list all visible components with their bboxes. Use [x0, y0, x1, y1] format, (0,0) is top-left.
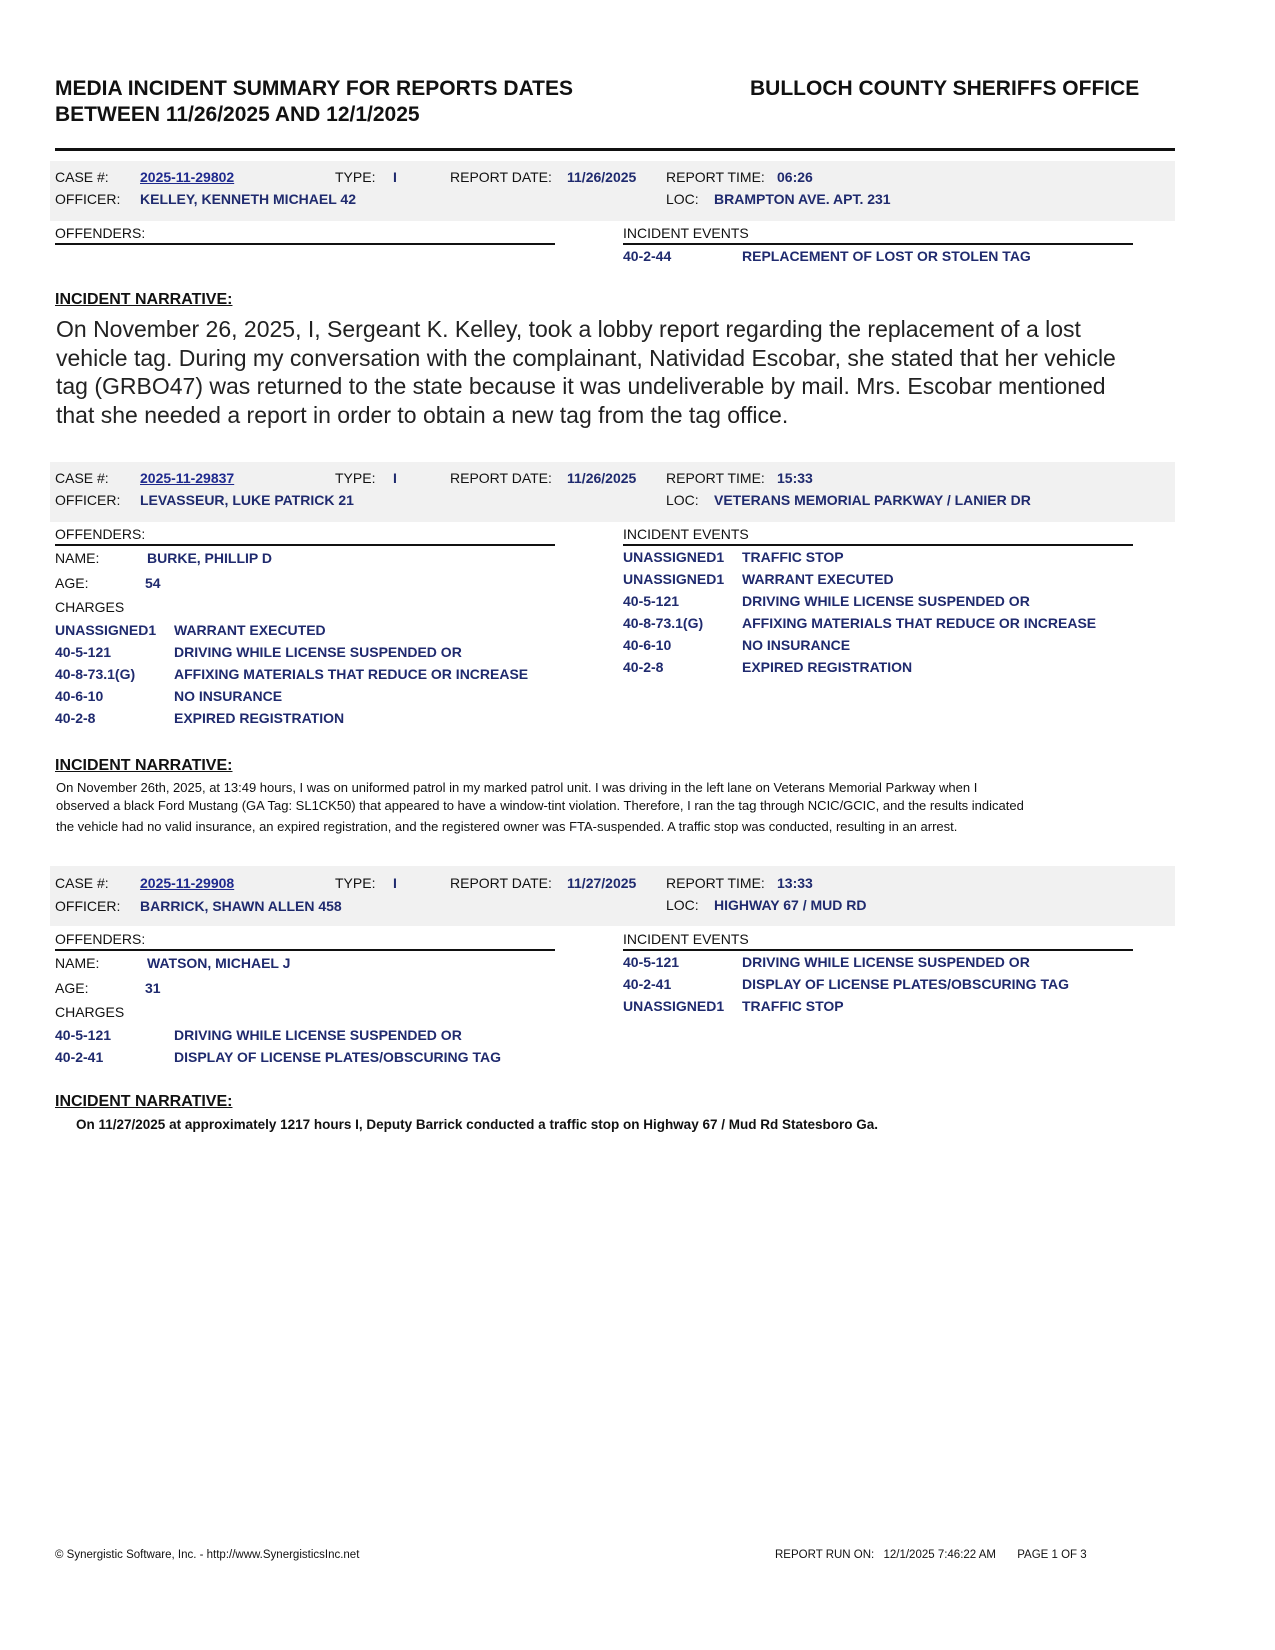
page-number: PAGE 1 OF 3	[1017, 1549, 1087, 1561]
charge-desc: AFFIXING MATERIALS THAT REDUCE OR INCREASE	[174, 666, 529, 682]
event-code: UNASSIGNED1	[623, 549, 725, 565]
type-label: TYPE:	[335, 470, 376, 486]
report-time-value: 15:33	[777, 470, 813, 486]
event-desc: NO INSURANCE	[742, 637, 851, 653]
event-desc: TRAFFIC STOP	[742, 549, 844, 565]
report-time-label: REPORT TIME:	[666, 875, 765, 891]
footer-report-info	[775, 1549, 1087, 1561]
case-block-2	[50, 462, 1175, 732]
event-code: 40-2-41	[623, 976, 672, 992]
incident-narrative-title: INCIDENT NARRATIVE:	[55, 757, 233, 774]
case-number-label: CASE #:	[55, 169, 109, 185]
event-code: 40-2-44	[623, 248, 672, 264]
report-time-label: REPORT TIME:	[666, 470, 765, 486]
charge-code: 40-6-10	[55, 688, 104, 704]
officer-label: OFFICER:	[55, 191, 121, 207]
charge-desc: DISPLAY OF LICENSE PLATES/OBSCURING TAG	[174, 1049, 501, 1065]
name-label: NAME:	[55, 550, 100, 566]
loc-label: LOC:	[666, 492, 699, 508]
event-desc: DISPLAY OF LICENSE PLATES/OBSCURING TAG	[742, 976, 1069, 992]
case-number-label: CASE #:	[55, 470, 109, 486]
report-time-value: 13:33	[777, 875, 813, 891]
charge-row	[55, 619, 555, 641]
event-code: UNASSIGNED1	[623, 998, 725, 1014]
incident-narrative-text	[56, 779, 1156, 836]
loc-value: HIGHWAY 67 / MUD RD	[714, 897, 867, 913]
name-label: NAME:	[55, 955, 100, 971]
officer-value: BARRICK, SHAWN ALLEN 458	[140, 898, 342, 914]
event-row	[623, 995, 1133, 1017]
event-code: 40-5-121	[623, 954, 680, 970]
charge-row	[55, 1024, 555, 1046]
offenders-column	[55, 525, 555, 729]
charge-code: 40-2-41	[55, 1049, 104, 1065]
event-row	[623, 568, 1133, 590]
incident-narrative-title: INCIDENT NARRATIVE:	[55, 291, 233, 308]
report-time-label: REPORT TIME:	[666, 169, 765, 185]
narrative-line: the vehicle had no valid insurance, an expired registration, and the registered owner was FTA-suspended. A traffic stop was conducted, resulting in an arrest.	[56, 819, 958, 834]
event-code: 40-6-10	[623, 637, 672, 653]
narrative-line: On November 26th, 2025, at 13:49 hours, I was on uniformed patrol in my marked patrol unit. I was driving in the left lane on Veterans Memorial Parkway when I	[56, 780, 978, 795]
charge-desc: WARRANT EXECUTED	[174, 622, 326, 638]
report-run-label: REPORT RUN ON:	[775, 1549, 875, 1561]
offender-age-row	[55, 571, 555, 595]
event-row	[623, 656, 1133, 678]
report-title	[55, 76, 573, 128]
charge-desc: EXPIRED REGISTRATION	[174, 710, 345, 726]
report-date-value: 11/26/2025	[567, 470, 637, 486]
report-time-value: 06:26	[777, 169, 813, 185]
incident-events-column	[623, 224, 1133, 267]
case-block-3	[50, 866, 1175, 1076]
report-run-value: 12/1/2025 7:46:22 AM	[883, 1549, 997, 1561]
event-row	[623, 590, 1133, 612]
charge-desc: DRIVING WHILE LICENSE SUSPENDED OR	[174, 1027, 462, 1043]
type-value: I	[393, 875, 397, 891]
loc-value: VETERANS MEMORIAL PARKWAY / LANIER DR	[714, 492, 1031, 508]
charge-code: 40-5-121	[55, 1027, 112, 1043]
incident-events-column	[623, 930, 1133, 1017]
incident-events-column	[623, 525, 1133, 678]
offender-name-row	[55, 951, 555, 976]
event-desc: AFFIXING MATERIALS THAT REDUCE OR INCREASE	[742, 615, 1097, 631]
charge-code: 40-5-121	[55, 644, 112, 660]
offender-name: WATSON, MICHAEL J	[147, 955, 291, 971]
report-date-label: REPORT DATE:	[450, 875, 552, 891]
offender-age-row	[55, 976, 555, 1000]
agency-name: BULLOCH COUNTY SHERIFFS OFFICE	[750, 77, 1140, 100]
incident-events-header: INCIDENT EVENTS	[623, 224, 1133, 245]
charge-row	[55, 1046, 555, 1068]
charge-code: 40-2-8	[55, 710, 96, 726]
incident-narrative-text: On 11/27/2025 at approximately 1217 hours I, Deputy Barrick conducted a traffic stop on Highway 67 / Mud Rd Statesboro Ga.	[76, 1117, 878, 1132]
event-desc: TRAFFIC STOP	[742, 998, 844, 1014]
offender-age: 31	[145, 980, 161, 996]
event-desc: WARRANT EXECUTED	[742, 571, 894, 587]
report-date-value: 11/26/2025	[567, 169, 637, 185]
offenders-column	[55, 224, 555, 245]
officer-label: OFFICER:	[55, 898, 121, 914]
officer-value: KELLEY, KENNETH MICHAEL 42	[140, 191, 356, 207]
officer-value: LEVASSEUR, LUKE PATRICK 21	[140, 492, 354, 508]
age-label: AGE:	[55, 575, 89, 591]
event-row	[623, 634, 1133, 656]
event-code: 40-8-73.1(G)	[623, 615, 704, 631]
charge-code: UNASSIGNED1	[55, 622, 157, 638]
report-title-line1: MEDIA INCIDENT SUMMARY FOR REPORTS DATES	[55, 77, 574, 100]
case-number-link[interactable]: 2025-11-29837	[140, 470, 235, 486]
charge-code: 40-8-73.1(G)	[55, 666, 136, 682]
charge-row	[55, 685, 555, 707]
incident-narrative-text: On November 26, 2025, I, Sergeant K. Kelley, took a lobby report regarding the replacement of a lost vehicle tag. During my conversation with the complainant, Natividad Escobar, she stated that her vehicle tag (GRBO47) was returned to the state because it was undeliverable by mail. Mrs. Escobar mentioned that she needed a report in order to obtain a new tag from the tag office.	[56, 316, 1116, 428]
offenders-header: OFFENDERS:	[55, 224, 555, 245]
incident-narrative-title: INCIDENT NARRATIVE:	[55, 1093, 233, 1110]
offenders-header: OFFENDERS:	[55, 930, 555, 951]
charge-desc: DRIVING WHILE LICENSE SUSPENDED OR	[174, 644, 462, 660]
type-label: TYPE:	[335, 875, 376, 891]
offenders-column	[55, 930, 555, 1068]
event-row	[623, 973, 1133, 995]
incident-events-header: INCIDENT EVENTS	[623, 930, 1133, 951]
age-label: AGE:	[55, 980, 89, 996]
offender-age: 54	[145, 575, 161, 591]
event-desc: DRIVING WHILE LICENSE SUSPENDED OR	[742, 593, 1030, 609]
loc-value: BRAMPTON AVE. APT. 231	[714, 191, 891, 207]
footer-copyright: © Synergistic Software, Inc. - http://www.SynergisticsInc.net	[55, 1549, 360, 1561]
case-number-link[interactable]: 2025-11-29802	[140, 169, 235, 185]
case-number-label: CASE #:	[55, 875, 109, 891]
event-desc: REPLACEMENT OF LOST OR STOLEN TAG	[742, 248, 1031, 264]
report-date-label: REPORT DATE:	[450, 169, 552, 185]
event-desc: EXPIRED REGISTRATION	[742, 659, 913, 675]
case-number-link[interactable]: 2025-11-29908	[140, 875, 235, 891]
charges-label: CHARGES	[55, 599, 125, 615]
narrative-line: observed a black Ford Mustang (GA Tag: SL1CK50) that appeared to have a window-tint violation. Therefore, I ran the tag through NCIC/GCIC, and the results indicated	[56, 798, 1024, 813]
charges-label: CHARGES	[55, 1004, 125, 1020]
incident-events-header: INCIDENT EVENTS	[623, 525, 1133, 546]
officer-label: OFFICER:	[55, 492, 121, 508]
event-row	[623, 546, 1133, 568]
offender-name: BURKE, PHILLIP D	[147, 550, 272, 566]
loc-label: LOC:	[666, 191, 699, 207]
report-title-line2: BETWEEN 11/26/2025 AND 12/1/2025	[55, 103, 420, 126]
event-code: UNASSIGNED1	[623, 571, 725, 587]
offender-name-row	[55, 546, 555, 571]
case-info-band	[50, 462, 1175, 522]
charge-desc: NO INSURANCE	[174, 688, 283, 704]
event-row	[623, 951, 1133, 973]
event-desc: DRIVING WHILE LICENSE SUSPENDED OR	[742, 954, 1030, 970]
offenders-header: OFFENDERS:	[55, 525, 555, 546]
report-date-value: 11/27/2025	[567, 875, 637, 891]
event-code: 40-2-8	[623, 659, 664, 675]
event-code: 40-5-121	[623, 593, 680, 609]
charge-row	[55, 641, 555, 663]
type-value: I	[393, 169, 397, 185]
type-value: I	[393, 470, 397, 486]
charge-row	[55, 663, 555, 685]
header-divider	[55, 148, 1175, 151]
event-row	[623, 612, 1133, 634]
report-date-label: REPORT DATE:	[450, 470, 552, 486]
type-label: TYPE:	[335, 169, 376, 185]
loc-label: LOC:	[666, 897, 699, 913]
case-block-1	[50, 161, 1175, 273]
case-info-band	[50, 161, 1175, 221]
charge-row	[55, 707, 555, 729]
event-row	[623, 245, 1133, 267]
case-info-band	[50, 866, 1175, 926]
